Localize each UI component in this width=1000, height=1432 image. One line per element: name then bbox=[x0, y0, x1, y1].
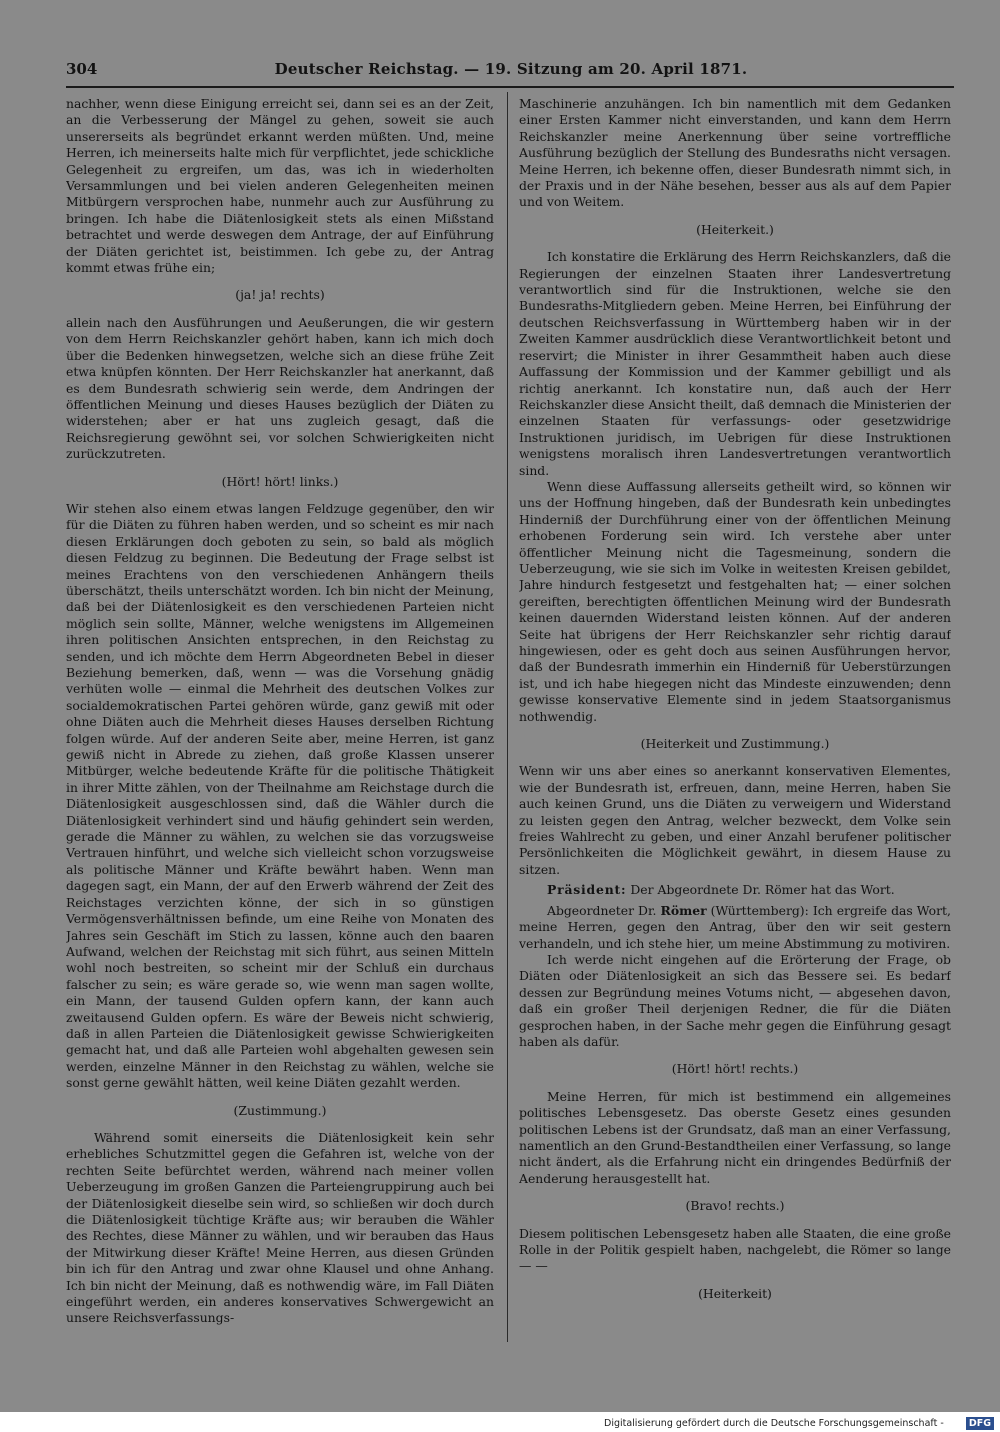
page-number: 304 bbox=[66, 60, 98, 78]
header-rule bbox=[66, 86, 954, 88]
interjection: (Hört! hört! links.) bbox=[221, 473, 339, 489]
digitization-footer bbox=[604, 1417, 996, 1431]
right-column bbox=[519, 96, 951, 1346]
paragraph: allein nach den Ausführungen und Aeußerungen, die wir gestern von dem Herrn Reichskanzler gehört haben, kann ich mich doch über die Bedenken hinwegsetzen, welche sich an diese frühe Zeit etwa knüpfen könnten. Der Herr Reichskanzler hat anerkannt, daß es dem Bundesrath schwierig sein werde, dem Andringen der öffentlichen Meinung und dieses Hauses bezüglich der Diäten zu widerstehen; aber er hat uns zugleich gesagt, daß die Reichsregierung gewöhnt sei, vor solchen Schwierigkeiten nicht zurückzutreten. bbox=[66, 314, 494, 462]
interjection: (Hört! hört! rechts.) bbox=[671, 1061, 799, 1077]
paragraph: Wenn diese Auffassung allerseits getheilt wird, so können wir uns der Hoffnung hingeben, daß der Bundesrath kein unbedingtes Hinderniß der Durchführung einer von der öffentlichen Meinung erhobenen Forderung sein wird. Ich verstehe aber unter öffentlicher Meinung nicht die Tagesmeinung, sondern die Ueberzeugung, wie sie sich im Volke in weitesten Kreisen gebildet, Jahre hindurch festgesetzt und festgehalten hat; — einer solchen gereiften, berechtigten öffentlichen Meinung wird der Bundesrath keinen dauernden Widerstand leisten können. Auf der anderen Seite hat übrigens der Herr Reichskanzler sehr richtig darauf hingewiesen, oder es geht doch aus seinen Ausführungen hervor, daß der Bundesrath immerhin ein Hinderniß für Ueberstürzungen ist, und ich habe hiegegen nicht das Mindeste einzuwenden; denn gewisse konservative Elemente sind in jedem Staatsorganismus nothwendig. bbox=[519, 478, 951, 724]
speaker-prefix: Abgeordneter Dr. bbox=[547, 902, 657, 918]
paragraph: Maschinerie anzuhängen. Ich bin namentlich mit dem Gedanken einer Ersten Kammer nicht einverstanden, und kann dem Herrn Reichskanzler meine Anerkennung über seine vortreffliche Ausführung bezüglich der Stellung des Bundesraths nicht versagen. Meine Herren, ich bekenne offen, dieser Bundesrath nimmt sich, in der Praxis und in der Nähe besehen, besser aus als auf dem Papier und von Weitem. bbox=[519, 96, 951, 210]
paragraph: nachher, wenn diese Einigung erreicht sei, dann sei es an der Zeit, an die Verbesserung der Mängel zu gehen, soweit sie auch unsererseits als begründet erkannt werden müßten. Und, meine Herren, ich meinerseits halte mich für verpflichtet, jede schickliche Gelegenheit zu ergreifen, um das, was ich in wiederholten Versammlungen und bei vielen anderen Gelegenheiten meinen Mitbürgern versprochen habe, nunmehr auch zur Ausführung zu bringen. Ich habe die Diätenlosigkeit stets als einen Mißstand betrachtet und werde deswegen dem Antrage, der auf Einführung der Diäten gerichtet ist, beistimmen. Ich gebe zu, der Antrag kommt etwas frühe ein; bbox=[66, 96, 494, 276]
column-divider bbox=[507, 92, 508, 1342]
paragraph: Wir stehen also einem etwas langen Feldzuge gegenüber, den wir für die Diäten zu führen haben werden, und so scheint es mir nach diesen Erklärungen doch geboten zu sein, so bald als möglich diesen Feldzug zu beginnen. Die Bedeutung der Frage selbst ist meines Erachtens von den verschiedenen Anhängern theils überschätzt, theils unterschätzt worden. Ich bin nicht der Meinung, daß bei der Diätenlosigkeit es den verschiedenen Parteien nicht möglich sein sollte, Männer, welche wenigstens im Allgemeinen ihren politischen Ansichten entsprechen, in den Reichstag zu senden, und ich möchte dem Herrn Abgeordneten Bebel in dieser Beziehung bemerken, daß, wenn — was die Vorsehung gnädig verhüten wolle — einmal die Mehrheit des deutschen Volkes zur socialdemokratischen Partei gehören würde, ganz gewiß mit oder ohne Diäten auch die Mehrheit dieses Hauses derselben Richtung folgen würde. Auf der anderen Seite aber, meine Herren, ist ganz gewiß nicht in Abrede zu ziehen, daß große Klassen unserer Mitbürger, welche bedeutende Kräfte für die politische Thätigkeit in ihrer Mitte zählen, von der Theilnahme am Reichstage durch die Diätenlosigkeit ausgeschlossen sind, daß die Wähler durch die Diätenlosigkeit verhindert sind und häufig gehindert sein werden, gerade die Männer zu wählen, zu welchen sie das vorzugsweise Vertrauen hinführt, und welche sich vielleicht schon vorzugsweise als politische Männer und Kräfte bewährt haben. Wenn man dagegen sagt, ein Mann, der auf den Erwerb während der Zeit des Reichstages verzichten könne, der sich in so günstigen Vermögensverhältnissen befinde, um eine Reihe von Monaten des Jahres sein Geschäft im Stich zu lassen, könne auch den baaren Aufwand, welchen der Reichstag mit sich führt, aus seinen Mitteln wohl noch bestreiten, so scheint mir der Schluß ein durchaus falscher zu sein; es wäre gerade so, wie wenn man sagen wollte, ein Mann, der tausend Gulden opfern kann, der kann auch zweitausend Gulden opfern. Es wäre der Beweis nicht schwierig, daß in allen Parteien die Diätenlosigkeit gewisse Schwierigkeiten gemacht hat, und daß alle Parteien wohl abgehalten gewesen sein werden, einzelne Männer in den Reichstag zu wählen, welche sie sonst gerne gewählt hätten, weil keine Diäten gezahlt werden. bbox=[66, 500, 494, 1091]
interjection: (Heiterkeit.) bbox=[696, 221, 774, 237]
dfg-logo: DFG bbox=[966, 1417, 994, 1430]
president-statement bbox=[519, 882, 951, 898]
funding-note: Digitalisierung gefördert durch die Deutsche Forschungsgemeinschaft - bbox=[604, 1418, 944, 1429]
speaker-text: (Württemberg): Ich ergreife das Wort, meine Herren, gegen den Antrag, über den wir seit gestern verhandeln, und ich stehe hier, um meine Abstimmung zu motiviren. bbox=[519, 902, 951, 951]
paragraph: Wenn wir uns aber eines so anerkannt konservativen Elementes, wie der Bundesrath ist, erfreuen, dann, meine Herren, haben Sie auch keinen Grund, uns die Diäten zu verweigern und Widerstand zu leisten gegen den Antrag, welcher bezweckt, dem Volke sein freies Wahlrecht zu geben, und einer Anzahl berufener politischer Persönlichkeiten die Möglichkeit gewährt, in diesem Hause zu sitzen. bbox=[519, 763, 951, 877]
interjection: (ja! ja! rechts) bbox=[235, 287, 325, 303]
paragraph: Während somit einerseits die Diätenlosigkeit kein sehr erhebliches Schutzmittel gegen die Gefahren ist, welche von der rechten Seite befürchtet werden, während nach meiner vollen Ueberzeugung im großen Ganzen die Parteiengruppirung auch bei der Diätenlosigkeit dieselbe sein wird, so schließen wir doch durch die Diätenlosigkeit tüchtige Kräfte aus; wir berauben die Wähler des Rechtes, diese Männer zu wählen, und wir berauben das Haus der Mitwirkung dieser Kräfte! Meine Herren, aus diesen Gründen bin ich für den Antrag und zwar ohne Klausel und ohne Anhang. Ich bin nicht der Meinung, daß es nothwendig wäre, im Fall Diäten eingeführt werden, ein anderes konservatives Schwergewicht an unsere Reichsverfassungs- bbox=[66, 1129, 494, 1326]
paragraph: Meine Herren, für mich ist bestimmend ein allgemeines politisches Lebensgesetz. Das oberste Gesetz eines gesunden politischen Lebens ist der Grundsatz, daß man an einer Verfassung, namentlich an den Grund-Bestandtheilen einer Verfassung, so lange nicht ändert, als die Erfahrung nicht ein dringendes Bedürfniß der Aenderung herausgestellt hat. bbox=[519, 1088, 951, 1186]
page-header bbox=[66, 58, 956, 84]
president-text: Der Abgeordnete Dr. Römer hat das Wort. bbox=[630, 882, 895, 898]
interjection: (Heiterkeit) bbox=[698, 1285, 772, 1301]
interjection: (Bravo! rechts.) bbox=[685, 1198, 785, 1214]
paragraph: Ich werde nicht eingehen auf die Erörterung der Frage, ob Diäten oder Diätenlosigkeit an sich das Bessere sei. Es bedarf dessen zur Begründung meines Votums nicht, — abgesehen davon, daß ein großer Theil derjenigen Redner, die für die Diäten gesprochen haben, in der Sache mehr gegen die Einführung gesagt haben als dafür. bbox=[519, 951, 951, 1049]
interjection: (Zustimmung.) bbox=[233, 1102, 327, 1118]
paragraph: Ich konstatire die Erklärung des Herrn Reichskanzlers, daß die Regierungen der einzelnen Staaten ihrer Landesvertretung verantwortlich sind für die Instruktionen, welche sie den Bundesraths-Mitgliedern geben. Meine Herren, bei Einführung der deutschen Reichsverfassung in Württemberg haben wir in der Zweiten Kammer ausdrücklich diese Verantwortlichkeit betont und reservirt; die Minister in ihrer Gesammtheit haben auch diese Auffassung der Kommission und der Kammer gebilligt und als richtig anerkannt. Ich konstatire nun, daß auch der Herr Reichskanzler diese Ansicht theilt, daß demnach die Ministerien der einzelnen Staaten für verfassungs- oder gesetzwidrige Instruktionen juridisch, im Uebrigen für diese Instruktionen wenigstens moralisch ihren Landesvertretungen verantwortlich sind. bbox=[519, 249, 951, 478]
president-label: Präsident: bbox=[547, 882, 627, 898]
paragraph: Diesem politischen Lebensgesetz haben alle Staaten, die eine große Rolle in der Politik gespielt haben, nachgelebt, die Römer so lange — — bbox=[519, 1225, 951, 1274]
running-title: Deutscher Reichstag. — 19. Sitzung am 20. April 1871. bbox=[274, 60, 748, 78]
interjection: (Heiterkeit und Zustimmung.) bbox=[640, 736, 830, 752]
left-column bbox=[66, 96, 494, 1346]
speaker-paragraph bbox=[519, 903, 951, 952]
speaker-name: Römer bbox=[660, 902, 707, 918]
